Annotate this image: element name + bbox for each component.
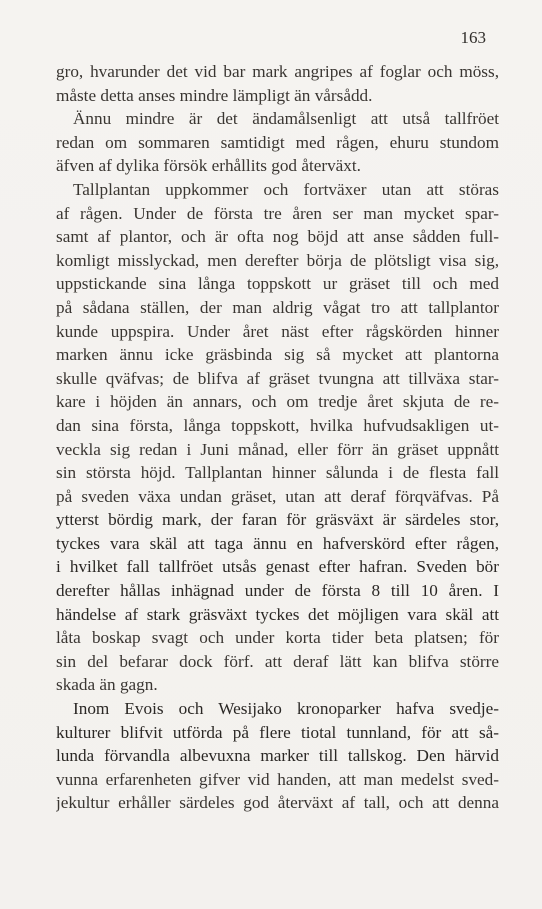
text-line: kunde uppspira. Under året näst efter rågskörden hinner — [56, 321, 499, 341]
text-line: marken ännu icke gräsbinda sig så mycket att plantorna — [56, 345, 499, 365]
text-line: uppstickande sina långa toppskott ur gräset till och med — [56, 274, 499, 294]
text-line: Tallplantan uppkommer och fortväxer utan att störas — [73, 179, 499, 199]
text-line: på sådana ställen, der man aldrig vågat tro att tallplantor — [56, 297, 499, 317]
text-line: veckla sig redan i Juni månad, eller förr än gräset uppnått — [56, 439, 499, 459]
text-line: skulle qväfvas; de blifva af gräset tvungna att tillväxa star- — [56, 368, 499, 388]
text-line: sin största höjd. Tallplantan hinner sålunda i de flesta fall — [56, 463, 499, 483]
text-line: jekultur erhåller särdeles god återväxt af tall, och att denna — [56, 793, 499, 813]
text-line: komligt misslyckad, men derefter börja de plötsligt visa sig, — [56, 250, 499, 270]
text-line: redan om sommaren samtidigt med rågen, ehuru stundom — [56, 132, 499, 152]
text-line: gro, hvarunder det vid bar mark angripes af foglar och möss, — [56, 62, 499, 81]
text-line: händelse af stark gräsväxt tyckes det möjligen vara skäl att — [56, 604, 499, 624]
text-line: samt af plantor, och är ofta nog böjd att anse sådden full- — [56, 227, 499, 247]
text-line: Ännu mindre är det ändamålsenligt att utså tallfröet — [73, 109, 499, 129]
text-line: vunna erfarenheten gifver vid handen, att man medelst sved- — [56, 769, 499, 789]
text-line: på sveden växa undan gräset, utan att deraf förqväfvas. På — [56, 486, 499, 506]
text-line: låta boskap svagt och under korta tider beta platsen; för — [56, 628, 499, 648]
text-line: äfven af dylika försök erhållits god återväxt. — [56, 156, 361, 176]
text-line: kare i höjden än annars, och om tredje året skjuta de re- — [56, 392, 499, 412]
text-line: tyckes vara skäl att taga ännu en hafverskörd efter rågen, — [56, 533, 499, 553]
text-line: i hvilket fall tallfröet utsås genast efter hafran. Sveden bör — [56, 557, 499, 577]
text-line: ytterst bördig mark, der faran för gräsväxt är särdeles stor, — [56, 510, 499, 530]
text-line: sin del befarar dock förf. att deraf lätt kan blifva större — [56, 651, 499, 671]
text-line: skada än gagn. — [56, 675, 158, 695]
text-line: lunda förvandla albevuxna marker till tallskog. Den härvid — [56, 746, 499, 766]
page-number: 163 — [460, 28, 486, 47]
text-line: af rågen. Under de första tre åren ser man mycket spar- — [56, 203, 499, 223]
text-line: dan sina första, långa toppskott, hvilka hufvudsakligen ut- — [56, 415, 499, 435]
text-line: Inom Evois och Wesijako kronoparker hafva svedje- — [73, 699, 499, 719]
text-line: derefter hållas inhägnad under de första 8 till 10 åren. I — [56, 581, 499, 601]
text-line: kulturer blifvit utförda på flere tiotal tunnland, för att så- — [56, 722, 499, 742]
text-line: måste detta anses mindre lämpligt än vårsådd. — [56, 85, 373, 105]
body-text — [56, 60, 499, 815]
